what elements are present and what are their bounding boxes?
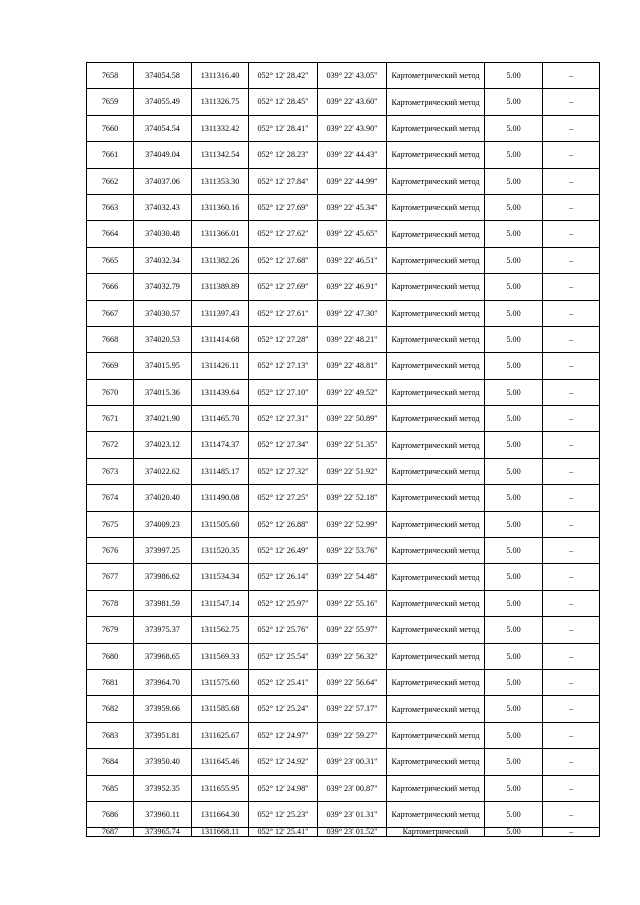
latitude-cell: 052° 12' 24.92" (249, 749, 318, 775)
point-number-cell: 7682 (87, 696, 134, 722)
method-cell: Картометрический метод (387, 406, 485, 432)
description-cell: – (543, 432, 600, 458)
x-coordinate-cell: 374054.58 (134, 63, 192, 89)
longitude-cell: 039° 22' 51.35" (318, 432, 387, 458)
method-cell: Картометрический метод (387, 538, 485, 564)
description-cell: – (543, 801, 600, 827)
method-cell: Картометрический метод (387, 696, 485, 722)
x-coordinate-cell: 373975.37 (134, 617, 192, 643)
latitude-cell: 052° 12' 24.97" (249, 722, 318, 748)
method-cell: Картометрический метод (387, 142, 485, 168)
method-cell: Картометрический метод (387, 115, 485, 141)
description-cell: – (543, 194, 600, 220)
longitude-cell: 039° 22' 45.65" (318, 221, 387, 247)
point-number-cell: 7671 (87, 406, 134, 432)
longitude-cell: 039° 23' 01.31" (318, 801, 387, 827)
description-cell: – (543, 115, 600, 141)
table-row (87, 564, 600, 590)
longitude-cell: 039° 22' 47.30" (318, 300, 387, 326)
table-row (87, 485, 600, 511)
accuracy-cell: 5.00 (485, 669, 543, 695)
y-coordinate-cell: 1311547.14 (192, 590, 249, 616)
method-cell: Картометрический метод (387, 353, 485, 379)
y-coordinate-cell: 1311668.11 (192, 828, 249, 837)
table-row (87, 379, 600, 405)
latitude-cell: 052° 12' 28.41" (249, 115, 318, 141)
description-cell: – (543, 564, 600, 590)
table-row (87, 458, 600, 484)
description-cell: – (543, 643, 600, 669)
point-number-cell: 7677 (87, 564, 134, 590)
table-row (87, 801, 600, 827)
point-number-cell: 7659 (87, 89, 134, 115)
point-number-cell: 7661 (87, 142, 134, 168)
x-coordinate-cell: 374015.95 (134, 353, 192, 379)
x-coordinate-cell: 374015.36 (134, 379, 192, 405)
point-number-cell: 7681 (87, 669, 134, 695)
method-cell: Картометрический метод (387, 617, 485, 643)
point-number-cell: 7668 (87, 326, 134, 352)
longitude-cell: 039° 22' 46.91" (318, 274, 387, 300)
method-cell: Картометрический метод (387, 801, 485, 827)
latitude-cell: 052° 12' 26.49" (249, 538, 318, 564)
accuracy-cell: 5.00 (485, 749, 543, 775)
longitude-cell: 039° 22' 56.32" (318, 643, 387, 669)
latitude-cell: 052° 12' 25.54" (249, 643, 318, 669)
y-coordinate-cell: 1311474.37 (192, 432, 249, 458)
accuracy-cell: 5.00 (485, 828, 543, 837)
y-coordinate-cell: 1311465.70 (192, 406, 249, 432)
latitude-cell: 052° 12' 25.76" (249, 617, 318, 643)
longitude-cell: 039° 22' 43.05" (318, 63, 387, 89)
accuracy-cell: 5.00 (485, 485, 543, 511)
method-cell: Картометрический метод (387, 564, 485, 590)
x-coordinate-cell: 373951.81 (134, 722, 192, 748)
x-coordinate-cell: 373950.40 (134, 749, 192, 775)
x-coordinate-cell: 374020.40 (134, 485, 192, 511)
y-coordinate-cell: 1311326.75 (192, 89, 249, 115)
method-cell: Картометрический метод (387, 274, 485, 300)
method-cell: Картометрический метод (387, 247, 485, 273)
table-row (87, 696, 600, 722)
y-coordinate-cell: 1311414.68 (192, 326, 249, 352)
method-cell: Картометрический метод (387, 221, 485, 247)
y-coordinate-cell: 1311655.95 (192, 775, 249, 801)
x-coordinate-cell: 374054.54 (134, 115, 192, 141)
x-coordinate-cell: 373997.25 (134, 538, 192, 564)
latitude-cell: 052° 12' 25.24" (249, 696, 318, 722)
y-coordinate-cell: 1311316.40 (192, 63, 249, 89)
table-row (87, 168, 600, 194)
point-number-cell: 7675 (87, 511, 134, 537)
accuracy-cell: 5.00 (485, 247, 543, 273)
accuracy-cell: 5.00 (485, 801, 543, 827)
latitude-cell: 052° 12' 27.34" (249, 432, 318, 458)
longitude-cell: 039° 22' 53.76" (318, 538, 387, 564)
description-cell: – (543, 828, 600, 837)
method-cell: Картометрический метод (387, 485, 485, 511)
coordinates-table (86, 62, 600, 837)
description-cell: – (543, 669, 600, 695)
table-row (87, 775, 600, 801)
point-number-cell: 7666 (87, 274, 134, 300)
latitude-cell: 052° 12' 25.97" (249, 590, 318, 616)
point-number-cell: 7662 (87, 168, 134, 194)
method-cell: Картометрический метод (387, 89, 485, 115)
description-cell: – (543, 458, 600, 484)
table-row (87, 406, 600, 432)
method-cell: Картометрический метод (387, 722, 485, 748)
longitude-cell: 039° 22' 59.27" (318, 722, 387, 748)
table-row (87, 432, 600, 458)
accuracy-cell: 5.00 (485, 564, 543, 590)
latitude-cell: 052° 12' 27.28" (249, 326, 318, 352)
latitude-cell: 052° 12' 24.98" (249, 775, 318, 801)
latitude-cell: 052° 12' 27.69" (249, 194, 318, 220)
longitude-cell: 039° 22' 49.52" (318, 379, 387, 405)
method-cell: Картометрический метод (387, 300, 485, 326)
point-number-cell: 7673 (87, 458, 134, 484)
point-number-cell: 7686 (87, 801, 134, 827)
x-coordinate-cell: 374030.48 (134, 221, 192, 247)
point-number-cell: 7672 (87, 432, 134, 458)
y-coordinate-cell: 1311645.46 (192, 749, 249, 775)
latitude-cell: 052° 12' 27.25" (249, 485, 318, 511)
description-cell: – (543, 247, 600, 273)
accuracy-cell: 5.00 (485, 696, 543, 722)
method-cell: Картометрический метод (387, 432, 485, 458)
table-row (87, 142, 600, 168)
longitude-cell: 039° 22' 44.43" (318, 142, 387, 168)
table-row (87, 300, 600, 326)
description-cell: – (543, 696, 600, 722)
description-cell: – (543, 775, 600, 801)
x-coordinate-cell: 373968.65 (134, 643, 192, 669)
longitude-cell: 039° 23' 01.52" (318, 828, 387, 837)
description-cell: – (543, 221, 600, 247)
y-coordinate-cell: 1311505.60 (192, 511, 249, 537)
point-number-cell: 7660 (87, 115, 134, 141)
method-cell: Картометрический метод (387, 749, 485, 775)
table-row (87, 538, 600, 564)
x-coordinate-cell: 374023.12 (134, 432, 192, 458)
table-row (87, 63, 600, 89)
y-coordinate-cell: 1311389.89 (192, 274, 249, 300)
longitude-cell: 039° 22' 43.60" (318, 89, 387, 115)
x-coordinate-cell: 373960.11 (134, 801, 192, 827)
description-cell: – (543, 300, 600, 326)
accuracy-cell: 5.00 (485, 617, 543, 643)
table-row (87, 353, 600, 379)
table-row (87, 115, 600, 141)
description-cell: – (543, 142, 600, 168)
y-coordinate-cell: 1311664.30 (192, 801, 249, 827)
x-coordinate-cell: 374009.23 (134, 511, 192, 537)
longitude-cell: 039° 22' 48.81" (318, 353, 387, 379)
longitude-cell: 039° 22' 52.99" (318, 511, 387, 537)
description-cell: – (543, 326, 600, 352)
longitude-cell: 039° 22' 45.34" (318, 194, 387, 220)
description-cell: – (543, 406, 600, 432)
method-cell: Картометрический метод (387, 194, 485, 220)
latitude-cell: 052° 12' 27.32" (249, 458, 318, 484)
description-cell: – (543, 749, 600, 775)
table-row (87, 617, 600, 643)
table-row (87, 326, 600, 352)
x-coordinate-cell: 373965.74 (134, 828, 192, 837)
y-coordinate-cell: 1311569.33 (192, 643, 249, 669)
method-cell: Картометрический метод (387, 590, 485, 616)
method-cell: Картометрический метод (387, 63, 485, 89)
y-coordinate-cell: 1311562.75 (192, 617, 249, 643)
x-coordinate-cell: 374030.57 (134, 300, 192, 326)
method-cell: Картометрический метод (387, 379, 485, 405)
latitude-cell: 052° 12' 28.23" (249, 142, 318, 168)
point-number-cell: 7664 (87, 221, 134, 247)
accuracy-cell: 5.00 (485, 168, 543, 194)
table-body (87, 63, 600, 837)
latitude-cell: 052° 12' 26.14" (249, 564, 318, 590)
longitude-cell: 039° 22' 54.48" (318, 564, 387, 590)
longitude-cell: 039° 22' 51.92" (318, 458, 387, 484)
latitude-cell: 052° 12' 27.31" (249, 406, 318, 432)
y-coordinate-cell: 1311342.54 (192, 142, 249, 168)
method-cell: Картометрический метод (387, 326, 485, 352)
x-coordinate-cell: 374020.53 (134, 326, 192, 352)
longitude-cell: 039° 22' 57.17" (318, 696, 387, 722)
method-cell: Картометрический метод (387, 458, 485, 484)
description-cell: – (543, 722, 600, 748)
longitude-cell: 039° 22' 55.16" (318, 590, 387, 616)
point-number-cell: 7665 (87, 247, 134, 273)
accuracy-cell: 5.00 (485, 353, 543, 379)
accuracy-cell: 5.00 (485, 379, 543, 405)
longitude-cell: 039° 22' 43.90" (318, 115, 387, 141)
method-cell: Картометрический метод (387, 669, 485, 695)
x-coordinate-cell: 373952.35 (134, 775, 192, 801)
longitude-cell: 039° 23' 00.31" (318, 749, 387, 775)
description-cell: – (543, 511, 600, 537)
point-number-cell: 7679 (87, 617, 134, 643)
longitude-cell: 039° 22' 44.99" (318, 168, 387, 194)
description-cell: – (543, 168, 600, 194)
method-cell: Картометрический (387, 828, 485, 837)
point-number-cell: 7663 (87, 194, 134, 220)
x-coordinate-cell: 373959.66 (134, 696, 192, 722)
x-coordinate-cell: 373986.62 (134, 564, 192, 590)
longitude-cell: 039° 22' 52.18" (318, 485, 387, 511)
accuracy-cell: 5.00 (485, 300, 543, 326)
x-coordinate-cell: 374055.49 (134, 89, 192, 115)
y-coordinate-cell: 1311585.68 (192, 696, 249, 722)
longitude-cell: 039° 22' 56.64" (318, 669, 387, 695)
x-coordinate-cell: 374022.62 (134, 458, 192, 484)
description-cell: – (543, 63, 600, 89)
accuracy-cell: 5.00 (485, 406, 543, 432)
latitude-cell: 052° 12' 27.68" (249, 247, 318, 273)
longitude-cell: 039° 22' 48.21" (318, 326, 387, 352)
accuracy-cell: 5.00 (485, 221, 543, 247)
table-row (87, 89, 600, 115)
longitude-cell: 039° 22' 46.51" (318, 247, 387, 273)
accuracy-cell: 5.00 (485, 643, 543, 669)
description-cell: – (543, 538, 600, 564)
table-row (87, 511, 600, 537)
table-row (87, 590, 600, 616)
table-row (87, 247, 600, 273)
accuracy-cell: 5.00 (485, 432, 543, 458)
accuracy-cell: 5.00 (485, 115, 543, 141)
x-coordinate-cell: 374021.90 (134, 406, 192, 432)
point-number-cell: 7674 (87, 485, 134, 511)
method-cell: Картометрический метод (387, 511, 485, 537)
method-cell: Картометрический метод (387, 643, 485, 669)
point-number-cell: 7658 (87, 63, 134, 89)
x-coordinate-cell: 374032.43 (134, 194, 192, 220)
method-cell: Картометрический метод (387, 168, 485, 194)
accuracy-cell: 5.00 (485, 775, 543, 801)
latitude-cell: 052° 12' 28.45" (249, 89, 318, 115)
document-page (86, 62, 599, 837)
description-cell: – (543, 379, 600, 405)
accuracy-cell: 5.00 (485, 194, 543, 220)
point-number-cell: 7678 (87, 590, 134, 616)
method-cell: Картометрический метод (387, 775, 485, 801)
y-coordinate-cell: 1311332.42 (192, 115, 249, 141)
accuracy-cell: 5.00 (485, 722, 543, 748)
point-number-cell: 7685 (87, 775, 134, 801)
y-coordinate-cell: 1311485.17 (192, 458, 249, 484)
accuracy-cell: 5.00 (485, 142, 543, 168)
x-coordinate-cell: 373981.59 (134, 590, 192, 616)
description-cell: – (543, 617, 600, 643)
latitude-cell: 052° 12' 25.41" (249, 669, 318, 695)
accuracy-cell: 5.00 (485, 538, 543, 564)
latitude-cell: 052° 12' 27.62" (249, 221, 318, 247)
accuracy-cell: 5.00 (485, 511, 543, 537)
point-number-cell: 7669 (87, 353, 134, 379)
latitude-cell: 052° 12' 26.88" (249, 511, 318, 537)
table-row (87, 274, 600, 300)
longitude-cell: 039° 22' 55.97" (318, 617, 387, 643)
y-coordinate-cell: 1311534.34 (192, 564, 249, 590)
x-coordinate-cell: 374032.34 (134, 247, 192, 273)
table-row (87, 722, 600, 748)
y-coordinate-cell: 1311382.26 (192, 247, 249, 273)
latitude-cell: 052° 12' 27.10" (249, 379, 318, 405)
latitude-cell: 052° 12' 25.23" (249, 801, 318, 827)
y-coordinate-cell: 1311439.64 (192, 379, 249, 405)
latitude-cell: 052° 12' 28.42" (249, 63, 318, 89)
y-coordinate-cell: 1311625.67 (192, 722, 249, 748)
table-row (87, 221, 600, 247)
latitude-cell: 052° 12' 27.61" (249, 300, 318, 326)
description-cell: – (543, 89, 600, 115)
accuracy-cell: 5.00 (485, 89, 543, 115)
latitude-cell: 052° 12' 25.41" (249, 828, 318, 837)
point-number-cell: 7687 (87, 828, 134, 837)
point-number-cell: 7667 (87, 300, 134, 326)
accuracy-cell: 5.00 (485, 63, 543, 89)
y-coordinate-cell: 1311426.11 (192, 353, 249, 379)
accuracy-cell: 5.00 (485, 274, 543, 300)
y-coordinate-cell: 1311360.16 (192, 194, 249, 220)
table-row (87, 828, 600, 837)
table-row (87, 643, 600, 669)
y-coordinate-cell: 1311575.60 (192, 669, 249, 695)
description-cell: – (543, 485, 600, 511)
table-row (87, 749, 600, 775)
y-coordinate-cell: 1311366.01 (192, 221, 249, 247)
y-coordinate-cell: 1311397.43 (192, 300, 249, 326)
table-row (87, 669, 600, 695)
x-coordinate-cell: 373964.70 (134, 669, 192, 695)
point-number-cell: 7680 (87, 643, 134, 669)
accuracy-cell: 5.00 (485, 458, 543, 484)
accuracy-cell: 5.00 (485, 590, 543, 616)
latitude-cell: 052° 12' 27.69" (249, 274, 318, 300)
point-number-cell: 7684 (87, 749, 134, 775)
point-number-cell: 7683 (87, 722, 134, 748)
accuracy-cell: 5.00 (485, 326, 543, 352)
description-cell: – (543, 590, 600, 616)
y-coordinate-cell: 1311520.35 (192, 538, 249, 564)
x-coordinate-cell: 374049.04 (134, 142, 192, 168)
x-coordinate-cell: 374032.79 (134, 274, 192, 300)
latitude-cell: 052° 12' 27.84" (249, 168, 318, 194)
x-coordinate-cell: 374037.06 (134, 168, 192, 194)
point-number-cell: 7676 (87, 538, 134, 564)
latitude-cell: 052° 12' 27.13" (249, 353, 318, 379)
point-number-cell: 7670 (87, 379, 134, 405)
y-coordinate-cell: 1311353.30 (192, 168, 249, 194)
description-cell: – (543, 274, 600, 300)
description-cell: – (543, 353, 600, 379)
longitude-cell: 039° 22' 50.89" (318, 406, 387, 432)
y-coordinate-cell: 1311490.08 (192, 485, 249, 511)
table-row (87, 194, 600, 220)
longitude-cell: 039° 23' 00.87" (318, 775, 387, 801)
